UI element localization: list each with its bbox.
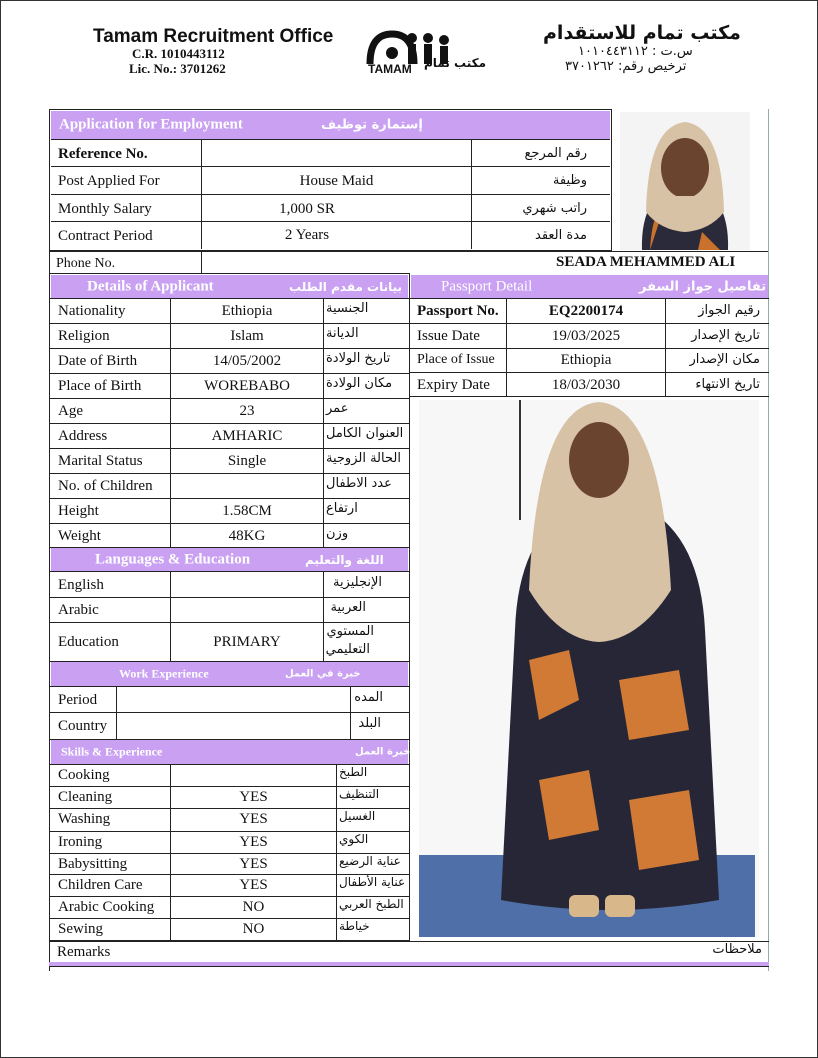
contract-label-ar: مدة العقد (535, 228, 587, 243)
application-title-ar: إستمارة توظيف (321, 117, 423, 133)
details-row-label-ar: الحالة الزوجية (326, 451, 401, 466)
passport-header (411, 275, 768, 298)
languages-header (51, 548, 408, 571)
salary-value: 1,000 SR (279, 201, 335, 217)
reference-label: Reference No. (58, 146, 148, 162)
period-label-ar: المده (354, 690, 383, 705)
office-lic-ar: ترخيص رقم: ٣٧٠١٢٦٢ (565, 59, 687, 74)
details-row-label-ar: ارتفاع (326, 501, 358, 516)
english-label: English (58, 577, 104, 593)
skills-row-value: YES (239, 834, 268, 850)
details-row-value: 1.58CM (222, 503, 272, 519)
details-row-value: 23 (239, 403, 255, 419)
office-name-ar: مكتب تمام للاستقدام (543, 22, 741, 44)
details-row-value: AMHARIC (211, 428, 283, 444)
place-issue-value: Ethiopia (560, 352, 612, 368)
skills-row-value: NO (242, 899, 265, 915)
skills-row-label: Sewing (58, 921, 103, 937)
arabic-label-ar: العربية (330, 600, 366, 615)
details-row-label: No. of Children (58, 478, 153, 494)
applicant-name: SEADA MEHAMMED ALI (556, 254, 736, 270)
post-label-ar: وظيفة (552, 173, 587, 188)
skills-row-label: Babysitting (58, 856, 128, 872)
skills-row-label-ar: الكوي (339, 832, 369, 846)
work-title: Work Experience (119, 666, 209, 681)
education-label: Education (58, 634, 119, 650)
details-row-label-ar: مكان الولادة (326, 376, 393, 391)
portrait-icon (620, 112, 750, 250)
passport-title-ar: تفاصيل جواز السفر (639, 279, 767, 294)
details-row-label-ar: عمر (326, 401, 349, 416)
issue-date-label-ar: تاريخ الإصدار (691, 328, 760, 343)
details-row-label-ar: تاريخ الولادة (326, 351, 391, 366)
skills-row-label-ar: الطبخ (339, 765, 368, 779)
details-row-label: Address (58, 428, 108, 444)
office-cr-ar: س.ت : ١٠١٠٤٤٣١١٢ (578, 44, 693, 59)
skills-title-ar: خبرة العمل (355, 746, 411, 758)
skills-row-value: YES (239, 856, 268, 872)
expiry-date-label-ar: تاريخ الانتهاء (695, 377, 760, 392)
logo-text-ar: مكتب تمام (424, 56, 487, 70)
passport-title: Passport Detail (441, 278, 533, 294)
issue-date-value: 19/03/2025 (551, 328, 621, 344)
details-row-label: Height (58, 503, 99, 519)
office-name-en: Tamam Recruitment Office (93, 26, 334, 47)
phone-label: Phone No. (56, 256, 116, 271)
application-title: Application for Employment (59, 116, 243, 133)
details-row-label: Nationality (58, 303, 126, 319)
skills-row-label: Cleaning (58, 789, 113, 805)
office-cr-en: C.R. 1010443112 (132, 46, 225, 61)
details-row-label: Date of Birth (58, 353, 138, 369)
issue-date-label: Issue Date (417, 328, 480, 344)
application-header (51, 111, 610, 139)
period-label: Period (58, 692, 98, 708)
skills-row-label-ar: التنظيف (339, 787, 380, 801)
details-row-label: Religion (58, 328, 110, 344)
work-title-ar: خبرة في العمل (285, 668, 361, 680)
country-label: Country (58, 718, 108, 734)
details-row-value: WOREBABO (204, 378, 290, 394)
work-header (51, 662, 408, 686)
expiry-date-label: Expiry Date (417, 377, 490, 393)
english-label-ar: الإنجليزية (332, 575, 382, 590)
expiry-date-value: 18/03/2030 (551, 377, 621, 393)
contract-label: Contract Period (58, 228, 153, 244)
skills-row-label: Ironing (58, 834, 103, 850)
details-row-value: 48KG (228, 528, 266, 544)
details-row-label: Age (58, 403, 83, 419)
education-label-ar-1: المستوي (326, 624, 374, 639)
full-body-icon (419, 400, 759, 937)
passport-no-label-ar: رقيم الجواز (698, 303, 760, 318)
country-label-ar: البلد (358, 716, 381, 731)
skills-row-value: NO (242, 921, 265, 937)
skills-row-label: Children Care (58, 877, 143, 893)
skills-row-label-ar: الغسيل (339, 809, 376, 823)
skills-row-label-ar: عناية الرضيع (339, 854, 401, 868)
reference-label-ar: رقم المرجع (524, 146, 587, 161)
skills-row-value: YES (239, 789, 268, 805)
details-title: Details of Applicant (87, 278, 214, 294)
salary-label: Monthly Salary (58, 201, 152, 217)
applicant-full-body-photo (419, 400, 759, 937)
post-label: Post Applied For (58, 173, 160, 189)
skills-row-value: YES (239, 877, 268, 893)
skills-row-label: Cooking (58, 767, 110, 783)
contract-value: 2 Years (284, 227, 330, 243)
skills-row-label-ar: خياطة (339, 919, 370, 933)
skills-row-label: Arabic Cooking (58, 899, 155, 915)
details-row-label-ar: العنوان الكامل (326, 426, 404, 441)
details-row-label-ar: الديانة (326, 326, 359, 341)
skills-row-value: YES (239, 811, 268, 827)
applicant-portrait-photo (620, 112, 750, 250)
details-row-label: Weight (58, 528, 101, 544)
details-row-label: Marital Status (58, 453, 143, 469)
languages-title-ar: اللغة والتعليم (305, 552, 384, 567)
passport-no-value: EQ2200174 (548, 303, 624, 319)
details-row-value: Islam (230, 328, 264, 344)
arabic-label: Arabic (58, 602, 99, 618)
education-label-ar-2: التعليمي (325, 642, 370, 657)
skills-title: Skills & Experience (61, 744, 163, 759)
details-row-label-ar: وزن (326, 526, 349, 541)
details-row-label-ar: عدد الاطفال (326, 476, 392, 491)
details-row-value: Ethiopia (221, 303, 273, 319)
skills-row-label: Washing (58, 811, 111, 827)
place-issue-label: Place of Issue (417, 352, 495, 367)
post-value: House Maid (299, 173, 374, 189)
details-header (51, 275, 408, 298)
skills-header (51, 740, 411, 764)
logo-text: TAMAM (368, 62, 412, 76)
details-row-value: 14/05/2002 (212, 353, 282, 369)
remarks-label-ar: ملاحظات (712, 942, 762, 957)
skills-row-label-ar: الطبخ العربي (339, 897, 404, 911)
details-row-label-ar: الجنسية (326, 301, 369, 316)
passport-no-label: Passport No. (417, 303, 499, 319)
office-lic-en: Lic. No.: 3701262 (129, 61, 226, 76)
remarks-label: Remarks (57, 944, 111, 960)
place-issue-label-ar: مكان الإصدار (689, 352, 760, 367)
salary-label-ar: راتب شهري (522, 201, 587, 216)
details-row-value: Single (227, 453, 267, 469)
education-value: PRIMARY (213, 634, 281, 650)
details-row-label: Place of Birth (58, 378, 142, 394)
languages-title: Languages & Education (95, 551, 251, 567)
details-title-ar: بيانات مقدم الطلب (289, 279, 403, 294)
skills-row-label-ar: عناية الأطفال (339, 875, 406, 889)
